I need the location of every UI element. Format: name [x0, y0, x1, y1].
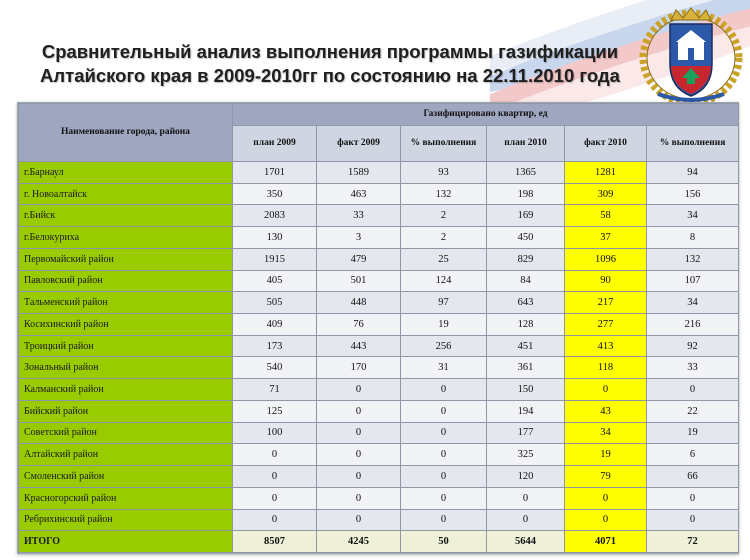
cell-plan-2010: 643	[487, 292, 565, 314]
cell-pct-2009: 0	[401, 444, 487, 466]
cell-fact-2010: 309	[565, 183, 647, 205]
row-name: Косихинский район	[19, 314, 233, 336]
cell-fact-2010: 37	[565, 227, 647, 249]
cell-pct-2009: 2	[401, 227, 487, 249]
cell-plan-2009: 505	[233, 292, 317, 314]
table-row	[19, 400, 739, 422]
table-row	[19, 509, 739, 531]
header-col-2: факт 2009	[317, 126, 401, 162]
cell-plan-2010: 84	[487, 270, 565, 292]
cell-pct-2009: 93	[401, 162, 487, 184]
cell-pct-2010: 19	[647, 422, 739, 444]
cell-plan-2009: 2083	[233, 205, 317, 227]
row-name: Калманский район	[19, 379, 233, 401]
cell-pct-2009: 132	[401, 183, 487, 205]
cell-fact-2010: 0	[565, 379, 647, 401]
cell-pct-2010: 0	[647, 487, 739, 509]
cell-fact-2009: 443	[317, 335, 401, 357]
cell-pct-2009: 2	[401, 205, 487, 227]
cell-plan-2009: 350	[233, 183, 317, 205]
cell-plan-2009: 8507	[233, 531, 317, 553]
cell-plan-2010: 450	[487, 227, 565, 249]
table-row	[19, 444, 739, 466]
total-row	[19, 531, 739, 553]
cell-pct-2010: 216	[647, 314, 739, 336]
cell-plan-2009: 1915	[233, 248, 317, 270]
cell-fact-2009: 0	[317, 379, 401, 401]
cell-pct-2010: 94	[647, 162, 739, 184]
cell-pct-2010: 0	[647, 509, 739, 531]
row-name: Тальменский район	[19, 292, 233, 314]
cell-fact-2010: 118	[565, 357, 647, 379]
cell-pct-2010: 107	[647, 270, 739, 292]
cell-plan-2009: 125	[233, 400, 317, 422]
row-name: Смоленский район	[19, 466, 233, 488]
row-name: Зональный район	[19, 357, 233, 379]
cell-pct-2009: 25	[401, 248, 487, 270]
cell-pct-2009: 0	[401, 509, 487, 531]
cell-plan-2010: 177	[487, 422, 565, 444]
row-name: Ребрихинский район	[19, 509, 233, 531]
cell-pct-2010: 156	[647, 183, 739, 205]
table-row	[19, 335, 739, 357]
cell-fact-2010: 0	[565, 509, 647, 531]
cell-pct-2009: 256	[401, 335, 487, 357]
gasification-table	[17, 102, 739, 554]
cell-fact-2010: 4071	[565, 531, 647, 553]
cell-fact-2009: 0	[317, 466, 401, 488]
cell-fact-2009: 4245	[317, 531, 401, 553]
cell-plan-2010: 128	[487, 314, 565, 336]
title-line-2: Алтайского края в 2009-2010гг по состоянию на 22.11.2010 года	[40, 65, 620, 86]
cell-fact-2009: 76	[317, 314, 401, 336]
cell-fact-2009: 0	[317, 509, 401, 531]
cell-plan-2009: 0	[233, 444, 317, 466]
cell-plan-2009: 0	[233, 487, 317, 509]
cell-fact-2010: 1281	[565, 162, 647, 184]
cell-plan-2010: 0	[487, 487, 565, 509]
cell-fact-2009: 479	[317, 248, 401, 270]
header-col-5: факт 2010	[565, 126, 647, 162]
cell-pct-2010: 0	[647, 379, 739, 401]
cell-plan-2010: 1365	[487, 162, 565, 184]
cell-plan-2009: 173	[233, 335, 317, 357]
cell-fact-2009: 170	[317, 357, 401, 379]
row-name: г.Белокуриха	[19, 227, 233, 249]
cell-pct-2009: 0	[401, 422, 487, 444]
cell-fact-2010: 43	[565, 400, 647, 422]
cell-pct-2010: 72	[647, 531, 739, 553]
cell-fact-2010: 217	[565, 292, 647, 314]
page-title	[20, 40, 640, 88]
cell-plan-2010: 198	[487, 183, 565, 205]
cell-pct-2010: 6	[647, 444, 739, 466]
cell-plan-2009: 71	[233, 379, 317, 401]
cell-plan-2010: 169	[487, 205, 565, 227]
cell-plan-2010: 361	[487, 357, 565, 379]
table-row	[19, 292, 739, 314]
cell-plan-2009: 1701	[233, 162, 317, 184]
cell-pct-2010: 33	[647, 357, 739, 379]
cell-fact-2010: 79	[565, 466, 647, 488]
row-name: Советский район	[19, 422, 233, 444]
header-col-3: % выполнения	[401, 126, 487, 162]
row-name: г.Барнаул	[19, 162, 233, 184]
cell-plan-2009: 405	[233, 270, 317, 292]
cell-fact-2009: 501	[317, 270, 401, 292]
cell-pct-2009: 0	[401, 400, 487, 422]
table-row	[19, 422, 739, 444]
cell-fact-2009: 0	[317, 444, 401, 466]
cell-pct-2010: 92	[647, 335, 739, 357]
row-name: г.Бийск	[19, 205, 233, 227]
cell-fact-2010: 0	[565, 487, 647, 509]
header-col-6: % выполнения	[647, 126, 739, 162]
cell-fact-2009: 33	[317, 205, 401, 227]
cell-plan-2009: 100	[233, 422, 317, 444]
header-col-1: план 2009	[233, 126, 317, 162]
cell-pct-2009: 31	[401, 357, 487, 379]
table-row	[19, 357, 739, 379]
cell-plan-2009: 130	[233, 227, 317, 249]
cell-fact-2010: 34	[565, 422, 647, 444]
header-name-column: Наименование города, района	[19, 104, 233, 162]
cell-pct-2010: 132	[647, 248, 739, 270]
table-row	[19, 205, 739, 227]
title-line-1: Сравнительный анализ выполнения программы газификации	[41, 41, 619, 62]
cell-fact-2010: 19	[565, 444, 647, 466]
cell-fact-2010: 413	[565, 335, 647, 357]
cell-plan-2009: 540	[233, 357, 317, 379]
table-row	[19, 270, 739, 292]
cell-fact-2010: 58	[565, 205, 647, 227]
cell-pct-2009: 124	[401, 270, 487, 292]
cell-plan-2009: 0	[233, 466, 317, 488]
cell-plan-2010: 150	[487, 379, 565, 401]
row-name: Красногорский район	[19, 487, 233, 509]
table-row	[19, 487, 739, 509]
cell-plan-2010: 451	[487, 335, 565, 357]
cell-fact-2009: 463	[317, 183, 401, 205]
cell-pct-2009: 19	[401, 314, 487, 336]
total-label: ИТОГО	[19, 531, 233, 553]
table-row	[19, 466, 739, 488]
cell-plan-2010: 120	[487, 466, 565, 488]
cell-plan-2010: 194	[487, 400, 565, 422]
table-row	[19, 227, 739, 249]
cell-pct-2010: 34	[647, 205, 739, 227]
row-name: г. Новоалтайск	[19, 183, 233, 205]
cell-plan-2009: 0	[233, 509, 317, 531]
cell-fact-2009: 3	[317, 227, 401, 249]
table-row	[19, 183, 739, 205]
table-row	[19, 379, 739, 401]
cell-fact-2010: 90	[565, 270, 647, 292]
row-name: Троицкий район	[19, 335, 233, 357]
cell-plan-2010: 5644	[487, 531, 565, 553]
cell-plan-2010: 325	[487, 444, 565, 466]
cell-pct-2009: 0	[401, 466, 487, 488]
row-name: Павловский район	[19, 270, 233, 292]
cell-plan-2009: 409	[233, 314, 317, 336]
cell-fact-2009: 1589	[317, 162, 401, 184]
table-row	[19, 314, 739, 336]
cell-fact-2009: 0	[317, 422, 401, 444]
row-name: Первомайский район	[19, 248, 233, 270]
cell-pct-2009: 97	[401, 292, 487, 314]
cell-pct-2010: 34	[647, 292, 739, 314]
cell-fact-2010: 277	[565, 314, 647, 336]
coat-of-arms-icon	[638, 6, 744, 106]
cell-plan-2010: 0	[487, 509, 565, 531]
row-name: Бийский район	[19, 400, 233, 422]
cell-pct-2009: 0	[401, 487, 487, 509]
header-col-4: план 2010	[487, 126, 565, 162]
cell-fact-2009: 0	[317, 487, 401, 509]
cell-pct-2010: 22	[647, 400, 739, 422]
cell-plan-2010: 829	[487, 248, 565, 270]
table-row	[19, 162, 739, 184]
row-name: Алтайский район	[19, 444, 233, 466]
table-row	[19, 248, 739, 270]
cell-pct-2009: 0	[401, 379, 487, 401]
cell-fact-2010: 1096	[565, 248, 647, 270]
cell-pct-2010: 8	[647, 227, 739, 249]
header-group: Газифицировано квартир, ед	[233, 104, 739, 126]
cell-pct-2009: 50	[401, 531, 487, 553]
cell-pct-2010: 66	[647, 466, 739, 488]
cell-fact-2009: 448	[317, 292, 401, 314]
cell-fact-2009: 0	[317, 400, 401, 422]
